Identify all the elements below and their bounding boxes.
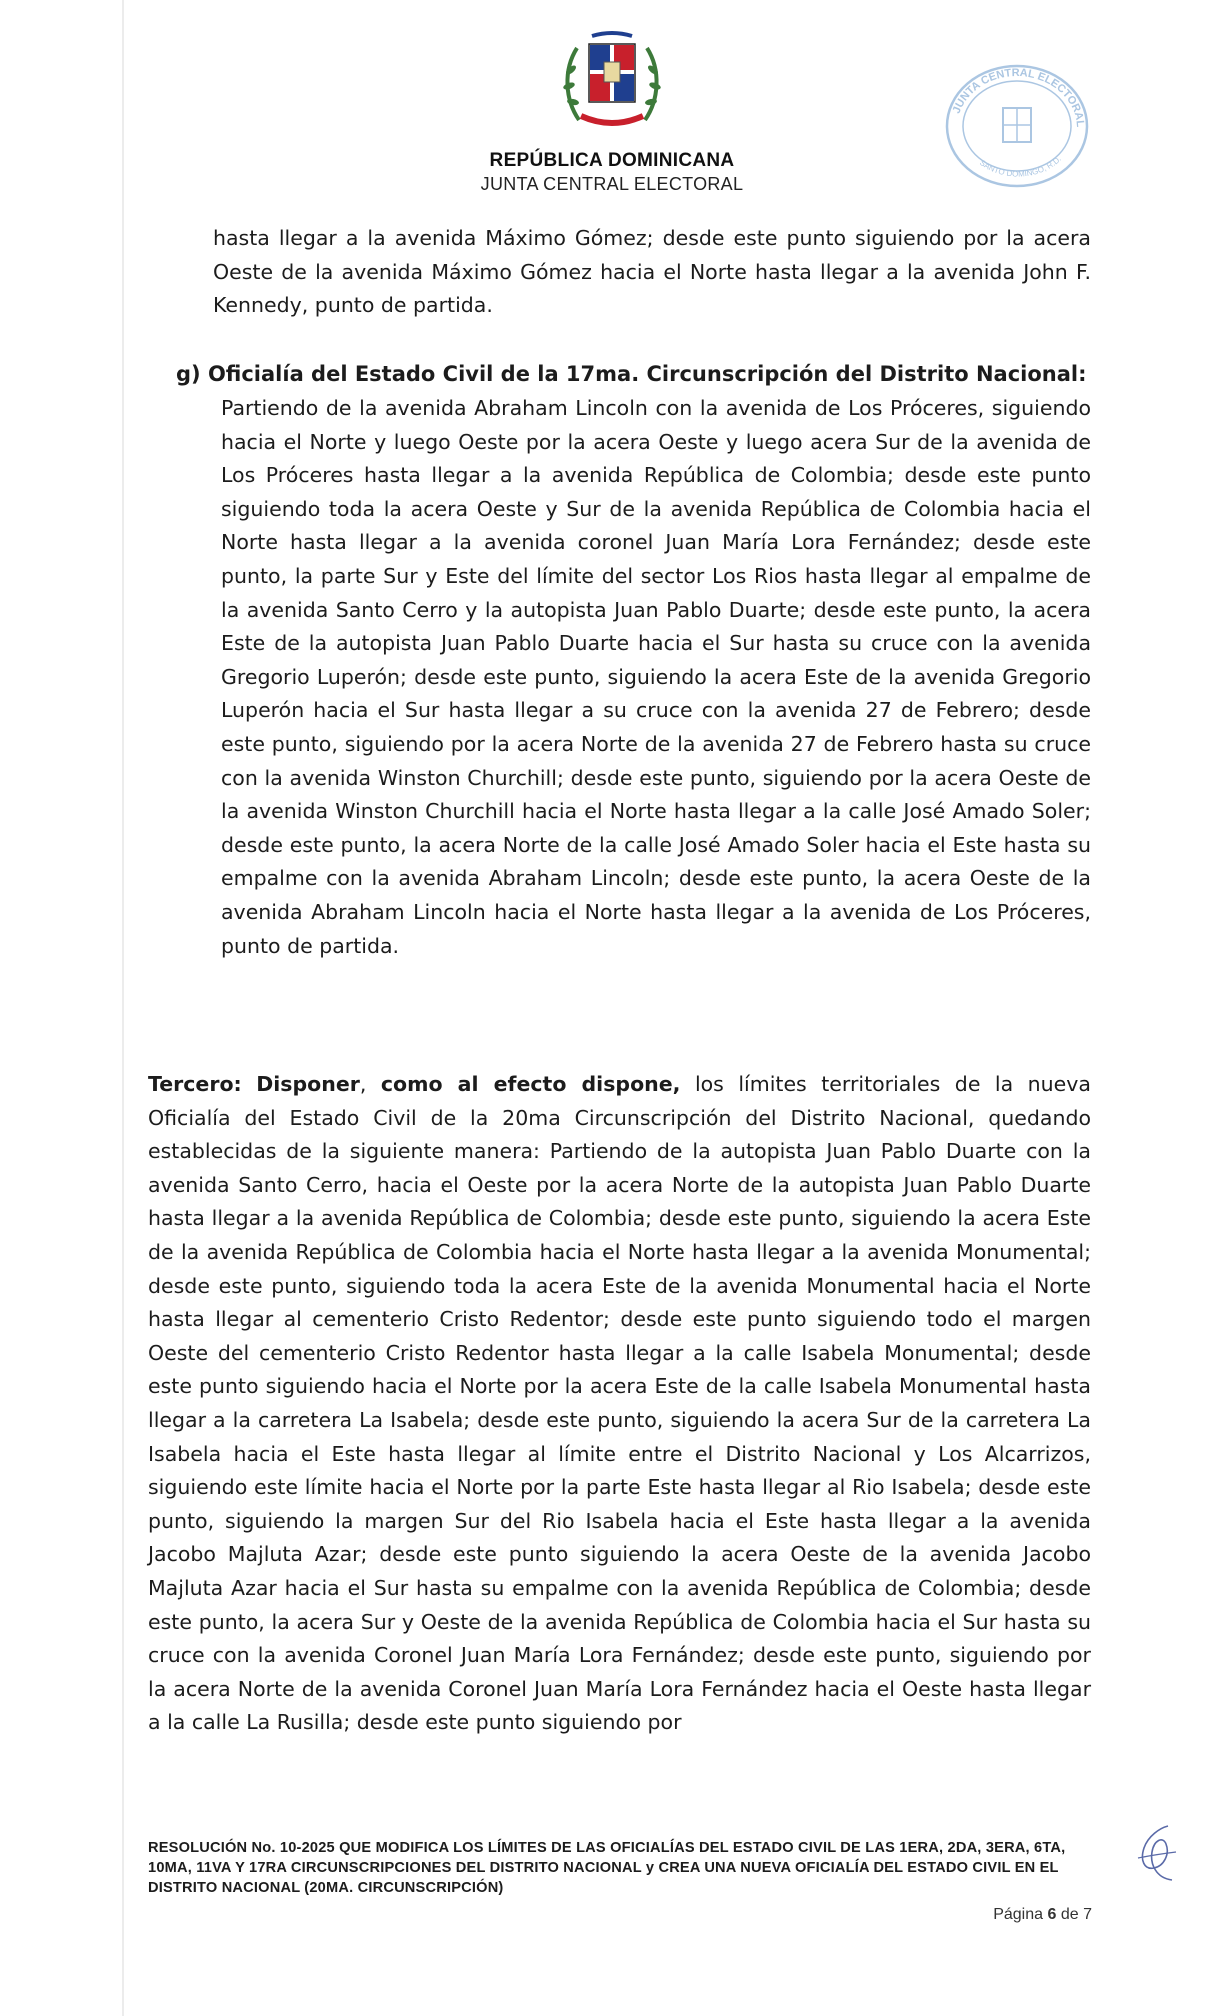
tercero-paragraph [148, 1068, 1091, 1740]
intro-paragraph: hasta llegar a la avenida Máximo Gómez; desde este punto siguiendo por la acera Oeste de la avenida Máximo Gómez hacia el Norte hasta llegar a la avenida John F. Kennedy, punto de partida. [213, 226, 1091, 318]
svg-text:SANTO DOMINGO, R.D. [978, 154, 1063, 178]
tercero-connector: , [359, 1072, 381, 1096]
country-name: REPÚBLICA DOMINICANA [489, 150, 735, 171]
handwritten-initials-signature [1120, 1818, 1190, 1888]
page-total: 7 [1083, 1906, 1092, 1923]
agency-name: JUNTA CENTRAL ELECTORAL [480, 174, 744, 194]
resolution-footer-title: RESOLUCIÓN No. 10-2025 QUE MODIFICA LOS LÍMITES DE LAS OFICIALÍAS DEL ESTADO CIVIL DE LAS 1ERA, 2DA, 3ERA, 6TA, 10MA, 11VA Y 17RA CIRCUNSCRIPCIONES DEL DISTRITO NACIONAL y CREA UNA NUEVA OFICIALÍA DEL ESTADO CIVIL EN EL DISTRITO NACIONAL (20MA. CIRCUNSCRIPCIÓN) [148, 1840, 1066, 1896]
page-number [900, 1906, 1092, 1924]
page-current: 6 [1047, 1906, 1057, 1923]
tercero-emphasis: como al efecto dispone, [380, 1072, 681, 1096]
section-g-paragraph: Partiendo de la avenida Abraham Lincoln con la avenida de Los Próceres, siguiendo hacia el Norte y luego Oeste por la acera Oeste y luego acera Sur de la avenida de Los Próceres hasta llegar a la avenida República de Colombia; desde este punto siguiendo toda la acera Oeste y Sur de la avenida República de Colombia hacia el Norte hasta llegar a la avenida coronel Juan María Lora Fernández; desde este punto, la parte Sur y Este del límite del sector Los Rios hasta llegar al empalme de la avenida Santo Cerro y la autopista Juan Pablo Duarte; desde este punto, la acera Este de la autopista Juan Pablo Duarte hacia el Sur hasta su cruce con la avenida Gregorio Luperón; desde este punto, siguiendo la acera Este de la avenida Gregorio Luperón hacia el Sur hasta llegar a su cruce con la avenida 27 de Febrero; desde este punto, siguiendo por la acera Norte de la avenida 27 de Febrero hasta su cruce con la avenida Winston Churchill; desde este punto, siguiendo por la acera Oeste de la avenida Winston Churchill hacia el Norte hasta llegar a la calle José Amado Soler; desde este punto, la acera Norte de la calle José Amado Soler hacia el Este hasta su empalme con la avenida Abraham Lincoln; desde este punto, la acera Oeste de la avenida Abraham Lincoln hacia el Norte hasta llegar a la avenida de Los Próceres, punto de partida. [221, 396, 1091, 958]
tercero-action: Disponer [256, 1072, 360, 1096]
stamp-text: JUNTA CENTRAL ELECTORAL [950, 66, 1087, 128]
page-of: de [1060, 1906, 1079, 1923]
page-label: Página [993, 1906, 1044, 1923]
tercero-label: Tercero: [148, 1072, 242, 1096]
page-edge-shadow [122, 0, 124, 2016]
official-seal-stamp-icon [935, 56, 1100, 196]
stamp-city: SANTO DOMINGO, R.D. [977, 154, 1063, 179]
svg-text:JUNTA CENTRAL ELECTORAL [951, 67, 1086, 128]
coat-of-arms-icon [557, 30, 667, 138]
tercero-text: los límites territoriales de la nueva Oficialía del Estado Civil de la 20ma Circunscripción del Distrito Nacional, quedando establecidas de la siguiente manera: Partiendo de la autopista Juan Pablo Duarte con la avenida Santo Cerro, hacia el Oeste por la acera Norte de la autopista Juan Pablo Duarte hasta llegar a la avenida República de Colombia; desde este punto, siguiendo la acera Este de la avenida República de Colombia hacia el Norte hasta llegar a la avenida Monumental; desde este punto, siguiendo toda la acera Este de la avenida Monumental hacia el Norte hasta llegar al cementerio Cristo Redentor; desde este punto siguiendo todo el margen Oeste del cementerio Cristo Redentor hasta llegar a la calle Isabela Monumental; desde este punto siguiendo hacia el Norte por la acera Este de la calle Isabela Monumental hasta llegar a la carretera La Isabela; desde este punto, siguiendo la acera Sur de la carretera La Isabela hacia el Este hasta llegar al límite entre el Distrito Nacional y Los Alcarrizos, siguiendo este límite hacia el Norte por la parte Este hasta llegar al Rio Isabela; desde este punto, siguiendo la margen Sur del Rio Isabela hacia el Este hasta llegar a la avenida Jacobo Majluta Azar; desde este punto siguiendo la acera Oeste de la avenida Jacobo Majluta Azar hacia el Sur hasta su empalme con la avenida República de Colombia; desde este punto, la acera Sur y Oeste de la avenida República de Colombia hacia el Sur hasta su cruce con la avenida Coronel Juan María Lora Fernández; desde este punto, siguiendo por la acera Norte de la avenida Coronel Juan María Lora Fernández hacia el Oeste hasta llegar a la calle La Rusilla; desde este punto siguiendo por [148, 1072, 1091, 1735]
section-g-label: g) Oficialía del Estado Civil de la 17ma. Circunscripción del Distrito Nacional: [176, 362, 1087, 386]
section-g-heading [176, 358, 1096, 392]
